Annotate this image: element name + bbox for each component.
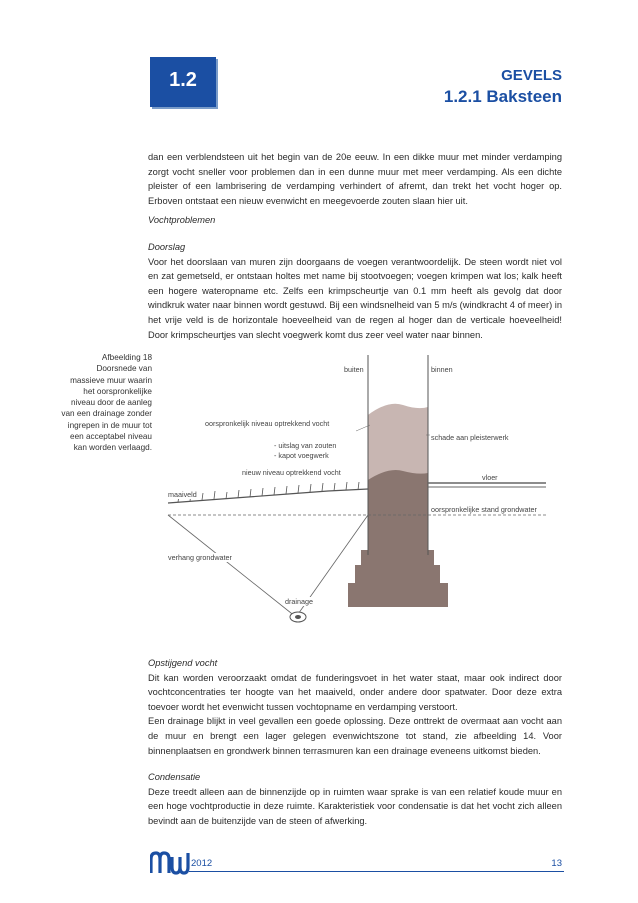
opstijgend-paragraph-1: Dit kan worden veroorzaakt omdat de funderingsvoet in het water staat, maar ook indirect door vochtconcentraties ter hoogte van het maaiveld, onder andere door spatwater. Door deze extra toevoer wordt het evenwicht tussen vochtopname en verdamping verstoort.: [148, 672, 562, 712]
label-salt-efflorescence: - uitslag van zouten: [274, 441, 337, 450]
condensatie-paragraph: Deze treedt alleen aan de binnenzijde op in ruimten waar sprake is van een relatief koude muur en een hoge vochtproductie in deze ruimte. Karakteristiek voor condensatie is dat het vocht zich alleen bevindt aan de buitenzijde van de steen of afwerking.: [148, 786, 562, 826]
heading-condensatie: Condensatie: [148, 772, 201, 782]
vochtproblemen-block: [148, 213, 562, 228]
heading-vochtproblemen: Vochtproblemen: [148, 215, 216, 225]
label-broken-joints: - kapot voegwerk: [274, 451, 329, 460]
label-floor: vloer: [482, 473, 498, 482]
label-buiten: buiten: [344, 365, 364, 374]
doorslag-paragraph: Voor het doorslaan van muren zijn doorgaans de voegen verantwoordelijk. De steen wordt niet vol en zat gemetseld, er ontstaan holtes met name bij stootvoegen; voegen krimpen wat los; kalk heeft een hogere wateropname etc. Zelfs een krimpscheurtje van 0.1 mm heeft als gevolg dat door windkruk water naar binnen wordt gestuwd. Bij een windsnelheid van 5 m/s (windkracht 4 of meer) in het vrije veld is de horizontale hoeveelheid van de regen al hoger dan de verticale hoeveelheid! Door krimpscheurtjes van slecht voegwerk komt dus zeer veel water naar binnen.: [148, 256, 562, 340]
intro-paragraph: dan een verblendsteen uit het begin van de 20e eeuw. In een dikke muur met minder verdamping zorgt vocht sneller voor problemen dan in een dunne muur met meer verdamping. Als een dichte pleister of een lambrisering de verdamping verhindert of afremt, dan trekt het vocht hoger op. Erboven ontstaat een nieuw evenwicht en meegevoerde zouten slaan hier uit.: [148, 152, 562, 206]
heading-doorslag: Doorslag: [148, 242, 186, 252]
label-original-level: oorspronkelijk niveau optrekkend vocht: [205, 419, 330, 428]
opstijgend-block: [148, 656, 562, 758]
condensatie-block: [148, 770, 562, 828]
label-binnen: binnen: [431, 365, 453, 374]
drainage-pipe-inner: [295, 615, 301, 619]
wall-cross-section-figure: [148, 355, 562, 635]
label-damage: schade aan pleisterwerk: [431, 433, 509, 442]
footer-rule: [189, 871, 564, 872]
logo-mw-mark: [150, 851, 190, 875]
grass-marks: [178, 482, 359, 502]
chapter-heading: [444, 66, 562, 109]
publisher-logo: [150, 851, 190, 880]
wall-foundation: [348, 565, 448, 607]
wall-new-moisture-zone: [368, 470, 428, 555]
label-ground-level: maaiveld: [168, 490, 197, 499]
section-badge: [150, 57, 216, 107]
heading-opstijgend: Opstijgend vocht: [148, 658, 218, 668]
section-number: 1.2: [169, 69, 197, 91]
intro-block: [148, 150, 562, 208]
doorslag-block: [148, 240, 562, 342]
label-original-groundwater: oorspronkelijke stand grondwater: [431, 505, 537, 514]
subchapter-title: 1.2.1 Baksteen: [443, 87, 562, 106]
wall-diagram-svg: [148, 355, 562, 630]
footer-year: 2012: [191, 858, 213, 869]
figure-caption: Afbeelding 18 Doorsnede van massieve muur waarin het oorspronkelijke niveau door de aanleg van een drainage zonder ingrepen in de muur tot een acceptabel niveau kan worden verlaagd.: [61, 353, 152, 453]
label-drainage: drainage: [285, 597, 313, 606]
label-groundwater-gradient: verhang grondwater: [168, 553, 232, 562]
page-number: 13: [551, 858, 562, 869]
groundwater-gradient-left: [168, 515, 296, 617]
opstijgend-paragraph-2: Een drainage blijkt in veel gevallen een goede oplossing. Deze onttrekt de overmaat aan vocht aan de muur en brengt een lager gelegen evenwichtszone tot stand, zie afbeelding 14. Voor binnenplaatsen en grondwerk binnen terrasmuren kan een drainage eveneens uitkomst bieden.: [148, 716, 562, 756]
label-new-level: nieuw niveau optrekkend vocht: [242, 468, 341, 477]
ground-surface: [168, 489, 368, 503]
chapter-title: GEVELS: [501, 67, 562, 84]
